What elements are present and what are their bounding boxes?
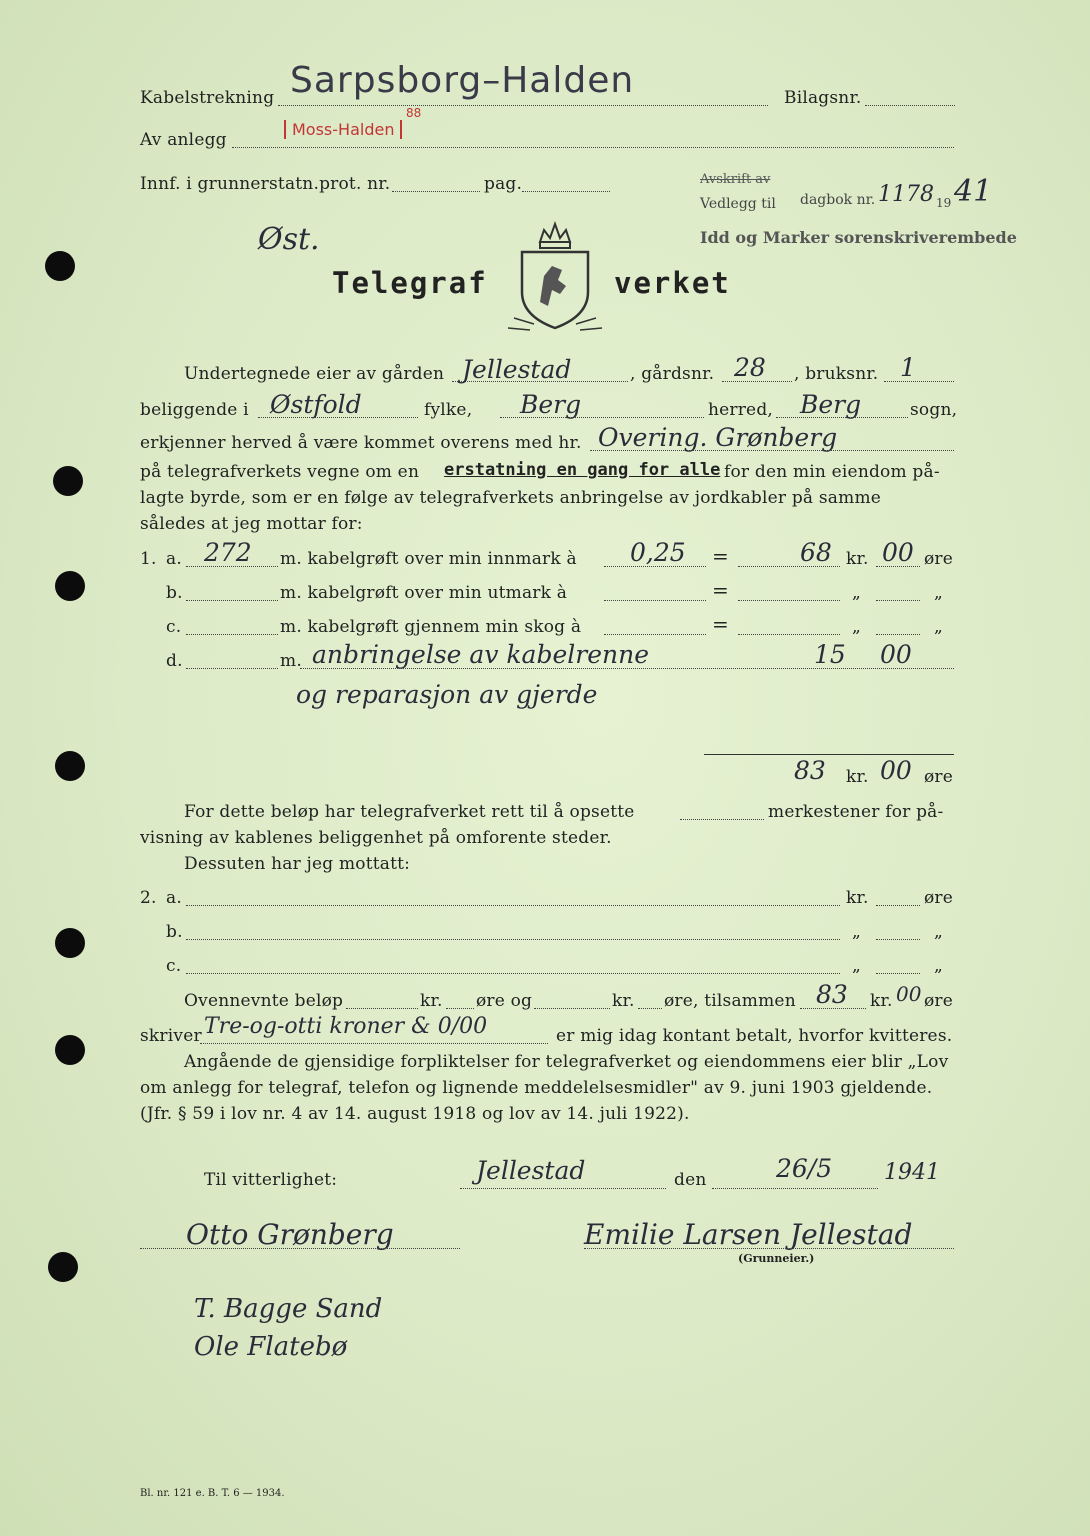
item-1a-ore-value: 00 bbox=[882, 538, 914, 567]
item-1b-equals: = bbox=[712, 578, 729, 602]
law-line-1: Angående de gjensidige forpliktelser for telegrafverket og eiendommens eier blir „Lov bbox=[184, 1052, 949, 1072]
item-1-number: 1. bbox=[140, 549, 157, 569]
signing-place: Jellestad bbox=[476, 1156, 586, 1185]
title-left: Telegraf bbox=[332, 266, 488, 300]
av-anlegg-label: Av anlegg bbox=[140, 130, 227, 150]
agreement-line-2a: på telegrafverkets vegne om en bbox=[140, 462, 420, 482]
av-anlegg-stamp: Moss-Halden bbox=[284, 120, 402, 139]
item-1d-ore-value: 00 bbox=[880, 640, 912, 669]
farm-name: Jellestad bbox=[462, 355, 572, 384]
sum-ore-tilsammen: øre, tilsammen bbox=[664, 991, 796, 1011]
fylke-label: fylke, bbox=[424, 400, 473, 420]
fylke-value: Østfold bbox=[270, 390, 362, 419]
item-1b-text: m. kabelgrøft over min utmark à bbox=[280, 583, 568, 603]
item-2b-ditto: „ bbox=[934, 922, 944, 942]
kabelstrekning-value: Sarpsborg–Halden bbox=[290, 60, 635, 101]
owner-signature: Emilie Larsen Jellestad bbox=[584, 1218, 913, 1251]
punch-hole bbox=[45, 251, 75, 281]
owner-line-text: Undertegnede eier av gården bbox=[184, 364, 445, 384]
signing-year: 1941 bbox=[884, 1160, 940, 1185]
receipt-line: er mig idag kontant betalt, hvorfor kvitteres. bbox=[556, 1026, 953, 1046]
marker-stones-line-b: merkestener for på- bbox=[768, 802, 944, 822]
item-1c-label: c. bbox=[166, 617, 182, 637]
agreement-line-2c: for den min eiendom på- bbox=[724, 462, 940, 482]
herred-value: Berg bbox=[520, 390, 582, 419]
dagbok-year-prefix: 19 bbox=[936, 196, 952, 210]
item-1d-kr-value: 15 bbox=[814, 640, 846, 669]
gardsnr-value: 28 bbox=[734, 353, 766, 382]
item-1d-description: anbringelse av kabelrenne bbox=[312, 640, 649, 669]
office-stamp: Idd og Marker sorenskriverembede bbox=[700, 228, 1017, 247]
item-1c-text: m. kabelgrøft gjennem min skog à bbox=[280, 617, 582, 637]
item-1b-ditto: „ bbox=[934, 583, 944, 603]
item-1a-kr-label: kr. bbox=[846, 549, 869, 569]
total-kr-label: kr. bbox=[846, 767, 869, 787]
dagbok-label: dagbok nr. bbox=[800, 192, 876, 208]
marker-stones-line: For dette beløp har telegrafverket rett til å opsette bbox=[184, 802, 635, 822]
initials: Øst. bbox=[258, 222, 320, 257]
beliggende-label: beliggende i bbox=[140, 400, 249, 420]
total-ore-label: øre bbox=[924, 767, 954, 787]
sum-ore-og: øre og bbox=[476, 991, 533, 1011]
skriver-label: skriver bbox=[140, 1026, 202, 1046]
agreement-line-4: således at jeg mottar for: bbox=[140, 514, 363, 534]
item-1a-ore-label: øre bbox=[924, 549, 954, 569]
sum-ore-value: 00 bbox=[896, 982, 922, 1006]
item-2a-kr-label: kr. bbox=[846, 888, 869, 908]
witness-signature-2: T. Bagge Sand bbox=[194, 1294, 383, 1324]
item-1a-label: a. bbox=[166, 549, 182, 569]
item-2c-ditto: „ bbox=[934, 956, 944, 976]
total-kr-value: 83 bbox=[794, 756, 826, 785]
agreement-line-3: lagte byrde, som er en følge av telegrafverkets anbringelse av jordkabler på samme bbox=[140, 488, 882, 508]
item-1c-equals: = bbox=[712, 612, 729, 636]
compensation-emphasis: erstatning en gang for alle bbox=[444, 460, 721, 480]
item-1b-label: b. bbox=[166, 583, 183, 603]
bruksnr-value: 1 bbox=[900, 353, 916, 382]
pag-label: pag. bbox=[484, 174, 523, 194]
punch-hole bbox=[55, 571, 85, 601]
item-1a-meters: 272 bbox=[204, 538, 252, 567]
total-ore-value: 00 bbox=[880, 756, 912, 785]
sum-kr-label: kr. bbox=[420, 991, 443, 1011]
additional-received-line: Dessuten har jeg mottatt: bbox=[184, 854, 411, 874]
marker-stones-line-2: visning av kablenes beliggenhet på omforente steder. bbox=[140, 828, 612, 848]
item-1a-text: m. kabelgrøft over min innmark à bbox=[280, 549, 577, 569]
item-2b-label: b. bbox=[166, 922, 183, 942]
punch-hole bbox=[48, 1252, 78, 1282]
law-line-2: om anlegg for telegraf, telefon og lignende meddelelsesmidler" av 9. juni 1903 gjeldende. bbox=[140, 1078, 933, 1098]
vedlegg-label: Vedlegg til bbox=[700, 196, 776, 212]
total-rule bbox=[704, 754, 954, 755]
den-label: den bbox=[674, 1170, 707, 1190]
punch-hole bbox=[55, 928, 85, 958]
owner-label: (Grunneier.) bbox=[738, 1252, 815, 1265]
punch-hole bbox=[53, 466, 83, 496]
coat-of-arms-icon bbox=[500, 214, 610, 342]
innf-label: Innf. i grunnerstatn.prot. nr. bbox=[140, 174, 391, 194]
bilagsnr-label: Bilagsnr. bbox=[784, 88, 862, 108]
bruksnr-label: , bruksnr. bbox=[794, 364, 879, 384]
amount-in-words: Tre-og-otti kroner & 0/00 bbox=[204, 1014, 488, 1039]
item-2b-ditto: „ bbox=[852, 922, 862, 942]
sum-kr-label-2: kr. bbox=[612, 991, 635, 1011]
item-2c-label: c. bbox=[166, 956, 182, 976]
herred-label: herred, bbox=[708, 400, 774, 420]
item-1c-ditto: „ bbox=[934, 617, 944, 637]
title-right: verket bbox=[614, 266, 731, 300]
item-2a-label: a. bbox=[166, 888, 182, 908]
item-1a-equals: = bbox=[712, 544, 729, 568]
item-1b-ditto: „ bbox=[852, 583, 862, 603]
gardsnr-label: , gårdsnr. bbox=[630, 364, 715, 384]
item-2a-ore-label: øre bbox=[924, 888, 954, 908]
avskrift-label: Avskrift av bbox=[700, 172, 771, 187]
av-anlegg-mark: 88 bbox=[406, 106, 422, 120]
witness-signature-3: Ole Flatebø bbox=[194, 1332, 348, 1362]
sum-label: Ovennevnte beløp bbox=[184, 991, 344, 1011]
item-1a-kr-value: 68 bbox=[800, 538, 832, 567]
item-2-number: 2. bbox=[140, 888, 157, 908]
law-line-3: (Jfr. § 59 i lov nr. 4 av 14. august 1918 og lov av 14. juli 1922). bbox=[140, 1104, 690, 1124]
witness-signature-1: Otto Grønberg bbox=[186, 1218, 394, 1251]
counterparty-name: Overing. Grønberg bbox=[598, 423, 838, 452]
punch-hole bbox=[55, 751, 85, 781]
dagbok-number: 1178 bbox=[878, 182, 934, 207]
item-1d-description-2: og reparasjon av gjerde bbox=[296, 680, 598, 709]
punch-hole bbox=[55, 1035, 85, 1065]
form-number: Bl. nr. 121 e. B. T. 6 — 1934. bbox=[140, 1488, 285, 1499]
kabelstrekning-label: Kabelstrekning bbox=[140, 88, 275, 108]
signing-date: 26/5 bbox=[776, 1154, 833, 1183]
item-1d-label: d. bbox=[166, 651, 183, 671]
dagbok-year: 41 bbox=[954, 174, 993, 209]
sum-ore-label: øre bbox=[924, 991, 954, 1011]
item-1a-rate: 0,25 bbox=[630, 538, 686, 567]
sogn-label: sogn, bbox=[910, 400, 958, 420]
agreement-line: erkjenner herved å være kommet overens med hr. bbox=[140, 433, 582, 453]
item-1d-unit: m. bbox=[280, 651, 302, 671]
sum-total-value: 83 bbox=[816, 980, 848, 1009]
witness-label: Til vitterlighet: bbox=[204, 1170, 338, 1190]
item-1c-ditto: „ bbox=[852, 617, 862, 637]
sum-kr-label-3: kr. bbox=[870, 991, 893, 1011]
sogn-value: Berg bbox=[800, 390, 862, 419]
item-2c-ditto: „ bbox=[852, 956, 862, 976]
